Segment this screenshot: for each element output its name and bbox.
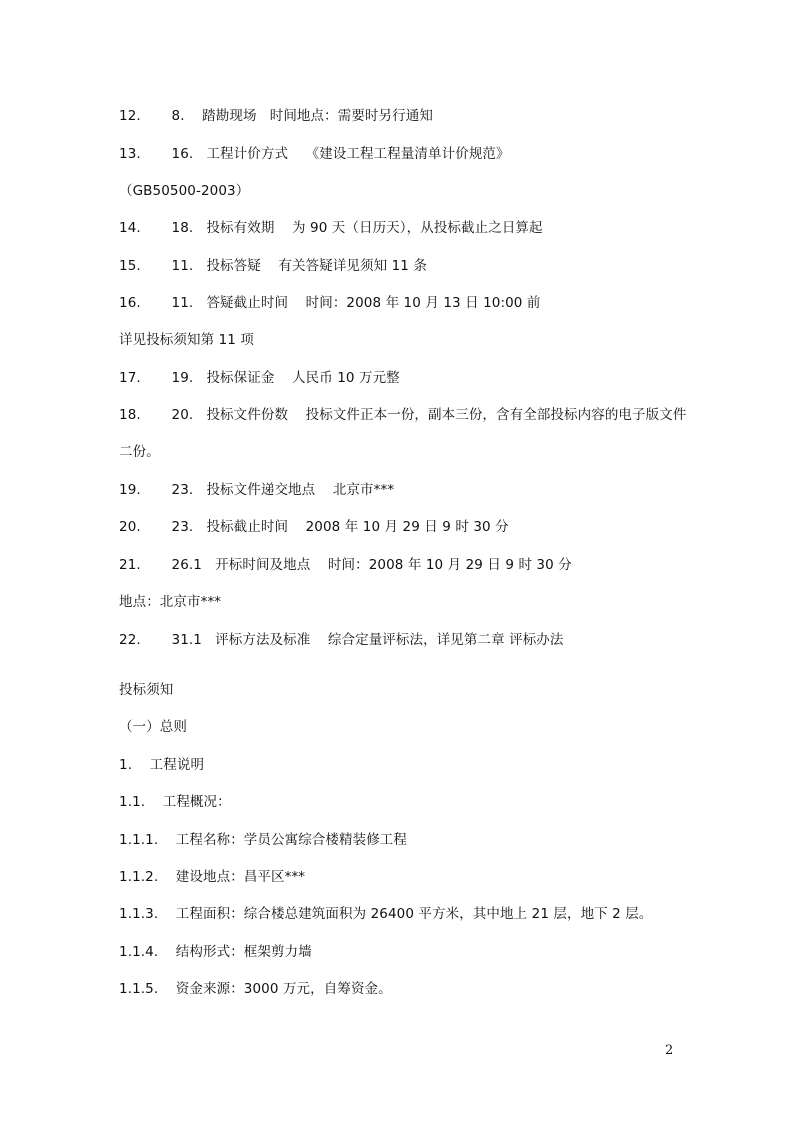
text-line: 1.1.5. 资金来源：3000 万元，自筹资金。	[119, 981, 392, 997]
section-heading: （一）总则	[119, 719, 187, 735]
text-line: 1. 工程说明	[119, 757, 205, 773]
text-line: 15. 11. 投标答疑 有关答疑详见须知 11 条	[119, 258, 427, 274]
text-line: 21. 26.1 开标时间及地点 时间：2008 年 10 月 29 日 9 时 30 分	[119, 557, 572, 573]
text-line: 17. 19. 投标保证金 人民币 10 万元整	[119, 370, 400, 386]
text-line: 18. 20. 投标文件份数 投标文件正本一份，副本三份，含有全部投标内容的电子版文件二份。	[119, 407, 687, 460]
text-line: 1.1.2. 建设地点：昌平区***	[119, 869, 306, 885]
text-line: 地点：北京市***	[119, 594, 222, 610]
text-line: （GB50500-2003）	[119, 183, 250, 199]
text-line: 22. 31.1 评标方法及标准 综合定量评标法，详见第二章 评标办法	[119, 632, 564, 648]
text-line: 14. 18. 投标有效期 为 90 天（日历天），从投标截止之日算起	[119, 220, 543, 236]
text-line: 详见投标须知第 11 项	[119, 332, 254, 348]
text-line: 20. 23. 投标截止时间 2008 年 10 月 29 日 9 时 30 分	[119, 519, 509, 535]
text-line: 13. 16. 工程计价方式 《建设工程工程量清单计价规范》	[119, 146, 510, 162]
text-line: 1.1.4. 结构形式：框架剪力墙	[119, 944, 312, 960]
section-heading: 投标须知	[119, 682, 174, 698]
text-line: 12. 8. 踏勘现场 时间地点：需要时另行通知	[119, 108, 433, 124]
page-number: 2	[665, 1043, 674, 1058]
text-line: 16. 11. 答疑截止时间 时间：2008 年 10 月 13 日 10:00 前	[119, 295, 541, 311]
text-line: 1.1.1. 工程名称：学员公寓综合楼精装修工程	[119, 832, 408, 848]
text-line: 1.1.3. 工程面积：综合楼总建筑面积为 26400 平方米，其中地上 21 层，地下 2 层。	[119, 906, 653, 922]
text-line: 1.1. 工程概况：	[119, 794, 231, 810]
text-line: 19. 23. 投标文件递交地点 北京市***	[119, 482, 395, 498]
